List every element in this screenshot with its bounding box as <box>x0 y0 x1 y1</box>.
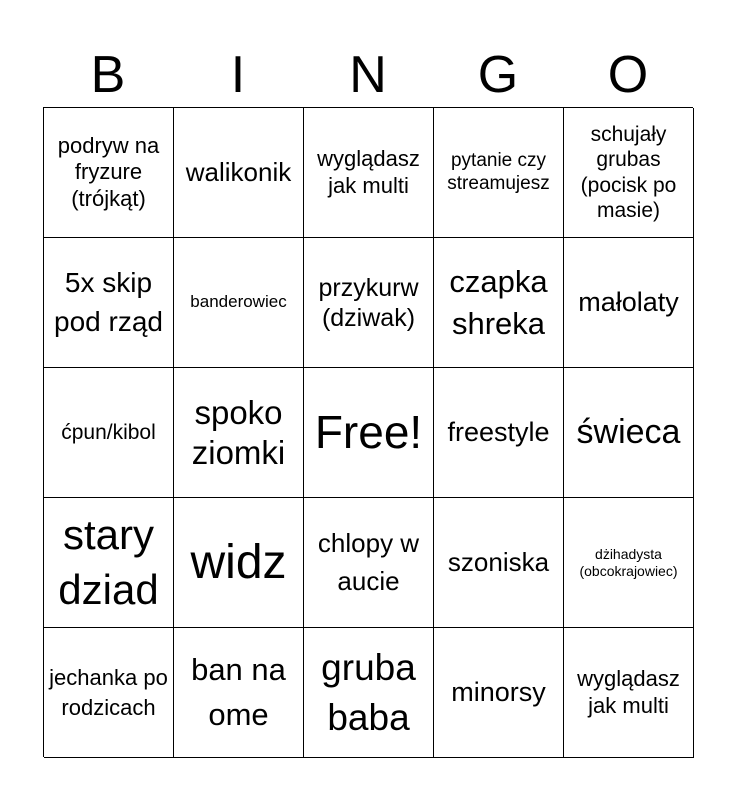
bingo-cell-label: walikonik <box>185 156 292 187</box>
bingo-cell[interactable] <box>564 368 694 498</box>
bingo-cell[interactable] <box>434 238 564 368</box>
bingo-cell[interactable] <box>44 108 174 238</box>
bingo-cell[interactable] <box>174 628 304 758</box>
bingo-cell-label: freestyle <box>447 417 550 448</box>
bingo-cell[interactable] <box>304 108 434 238</box>
bingo-cell-label: wyglądasz jak multi <box>577 666 680 718</box>
header-letter-i: I <box>230 46 246 104</box>
bingo-cell-label: dżihadysta (obcokrajowiec) <box>579 545 678 579</box>
header-letter-b: B <box>90 46 126 104</box>
bingo-cell-label: stary dziad <box>58 510 159 613</box>
bingo-cell[interactable] <box>434 368 564 498</box>
bingo-cell-label: ban na ome <box>191 651 286 732</box>
bingo-cell[interactable] <box>44 238 174 368</box>
bingo-cell[interactable] <box>434 108 564 238</box>
bingo-cell-label: spoko ziomki <box>191 393 286 471</box>
bingo-cell-label: Free! <box>314 405 423 458</box>
bingo-cell-label: gruba baba <box>321 646 416 738</box>
bingo-cell-label: małolaty <box>578 287 679 318</box>
bingo-cell[interactable] <box>434 498 564 628</box>
bingo-cell-label: wyglądasz jak multi <box>317 146 420 198</box>
bingo-cell[interactable] <box>564 238 694 368</box>
header-letter-n: N <box>349 46 387 104</box>
bingo-cell-label: widz <box>190 535 287 589</box>
bingo-cell-label: 5x skip pod rząd <box>54 266 163 337</box>
bingo-cell[interactable] <box>174 108 304 238</box>
bingo-cell-label: ćpun/kibol <box>61 420 156 444</box>
bingo-cell-label: czapka shreka <box>449 264 548 341</box>
bingo-cell-label: podryw na fryzure (trójkąt) <box>57 132 160 211</box>
bingo-cell[interactable] <box>564 108 694 238</box>
bingo-cell[interactable] <box>304 498 434 628</box>
bingo-cell[interactable] <box>304 368 434 498</box>
bingo-cell-label: jechanka po rodzicach <box>49 664 168 720</box>
bingo-cell-label: banderowiec <box>190 292 287 312</box>
bingo-cell[interactable] <box>174 238 304 368</box>
bingo-cell[interactable] <box>304 628 434 758</box>
bingo-cell[interactable] <box>304 238 434 368</box>
bingo-cell-label: minorsy <box>451 677 546 708</box>
bingo-cell[interactable] <box>564 498 694 628</box>
bingo-grid <box>43 107 693 757</box>
bingo-cell[interactable] <box>44 368 174 498</box>
header-letter-o: O <box>607 46 649 104</box>
bingo-cell[interactable] <box>564 628 694 758</box>
bingo-cell-label: świeca <box>576 413 681 452</box>
bingo-cell-label: schujały grubas (pocisk po masie) <box>580 123 677 222</box>
bingo-cell-label: chlopy w aucie <box>317 527 420 596</box>
bingo-cell[interactable] <box>44 498 174 628</box>
bingo-cell-label: przykurw (dziwak) <box>318 273 419 332</box>
bingo-cell[interactable] <box>174 498 304 628</box>
bingo-cell[interactable] <box>44 628 174 758</box>
bingo-cell[interactable] <box>434 628 564 758</box>
bingo-cell[interactable] <box>174 368 304 498</box>
bingo-cell-label: pytanie czy streamujesz <box>447 149 550 194</box>
header-letter-g: G <box>477 46 519 104</box>
bingo-header <box>43 44 693 106</box>
bingo-cell-label: szoniska <box>447 546 550 577</box>
